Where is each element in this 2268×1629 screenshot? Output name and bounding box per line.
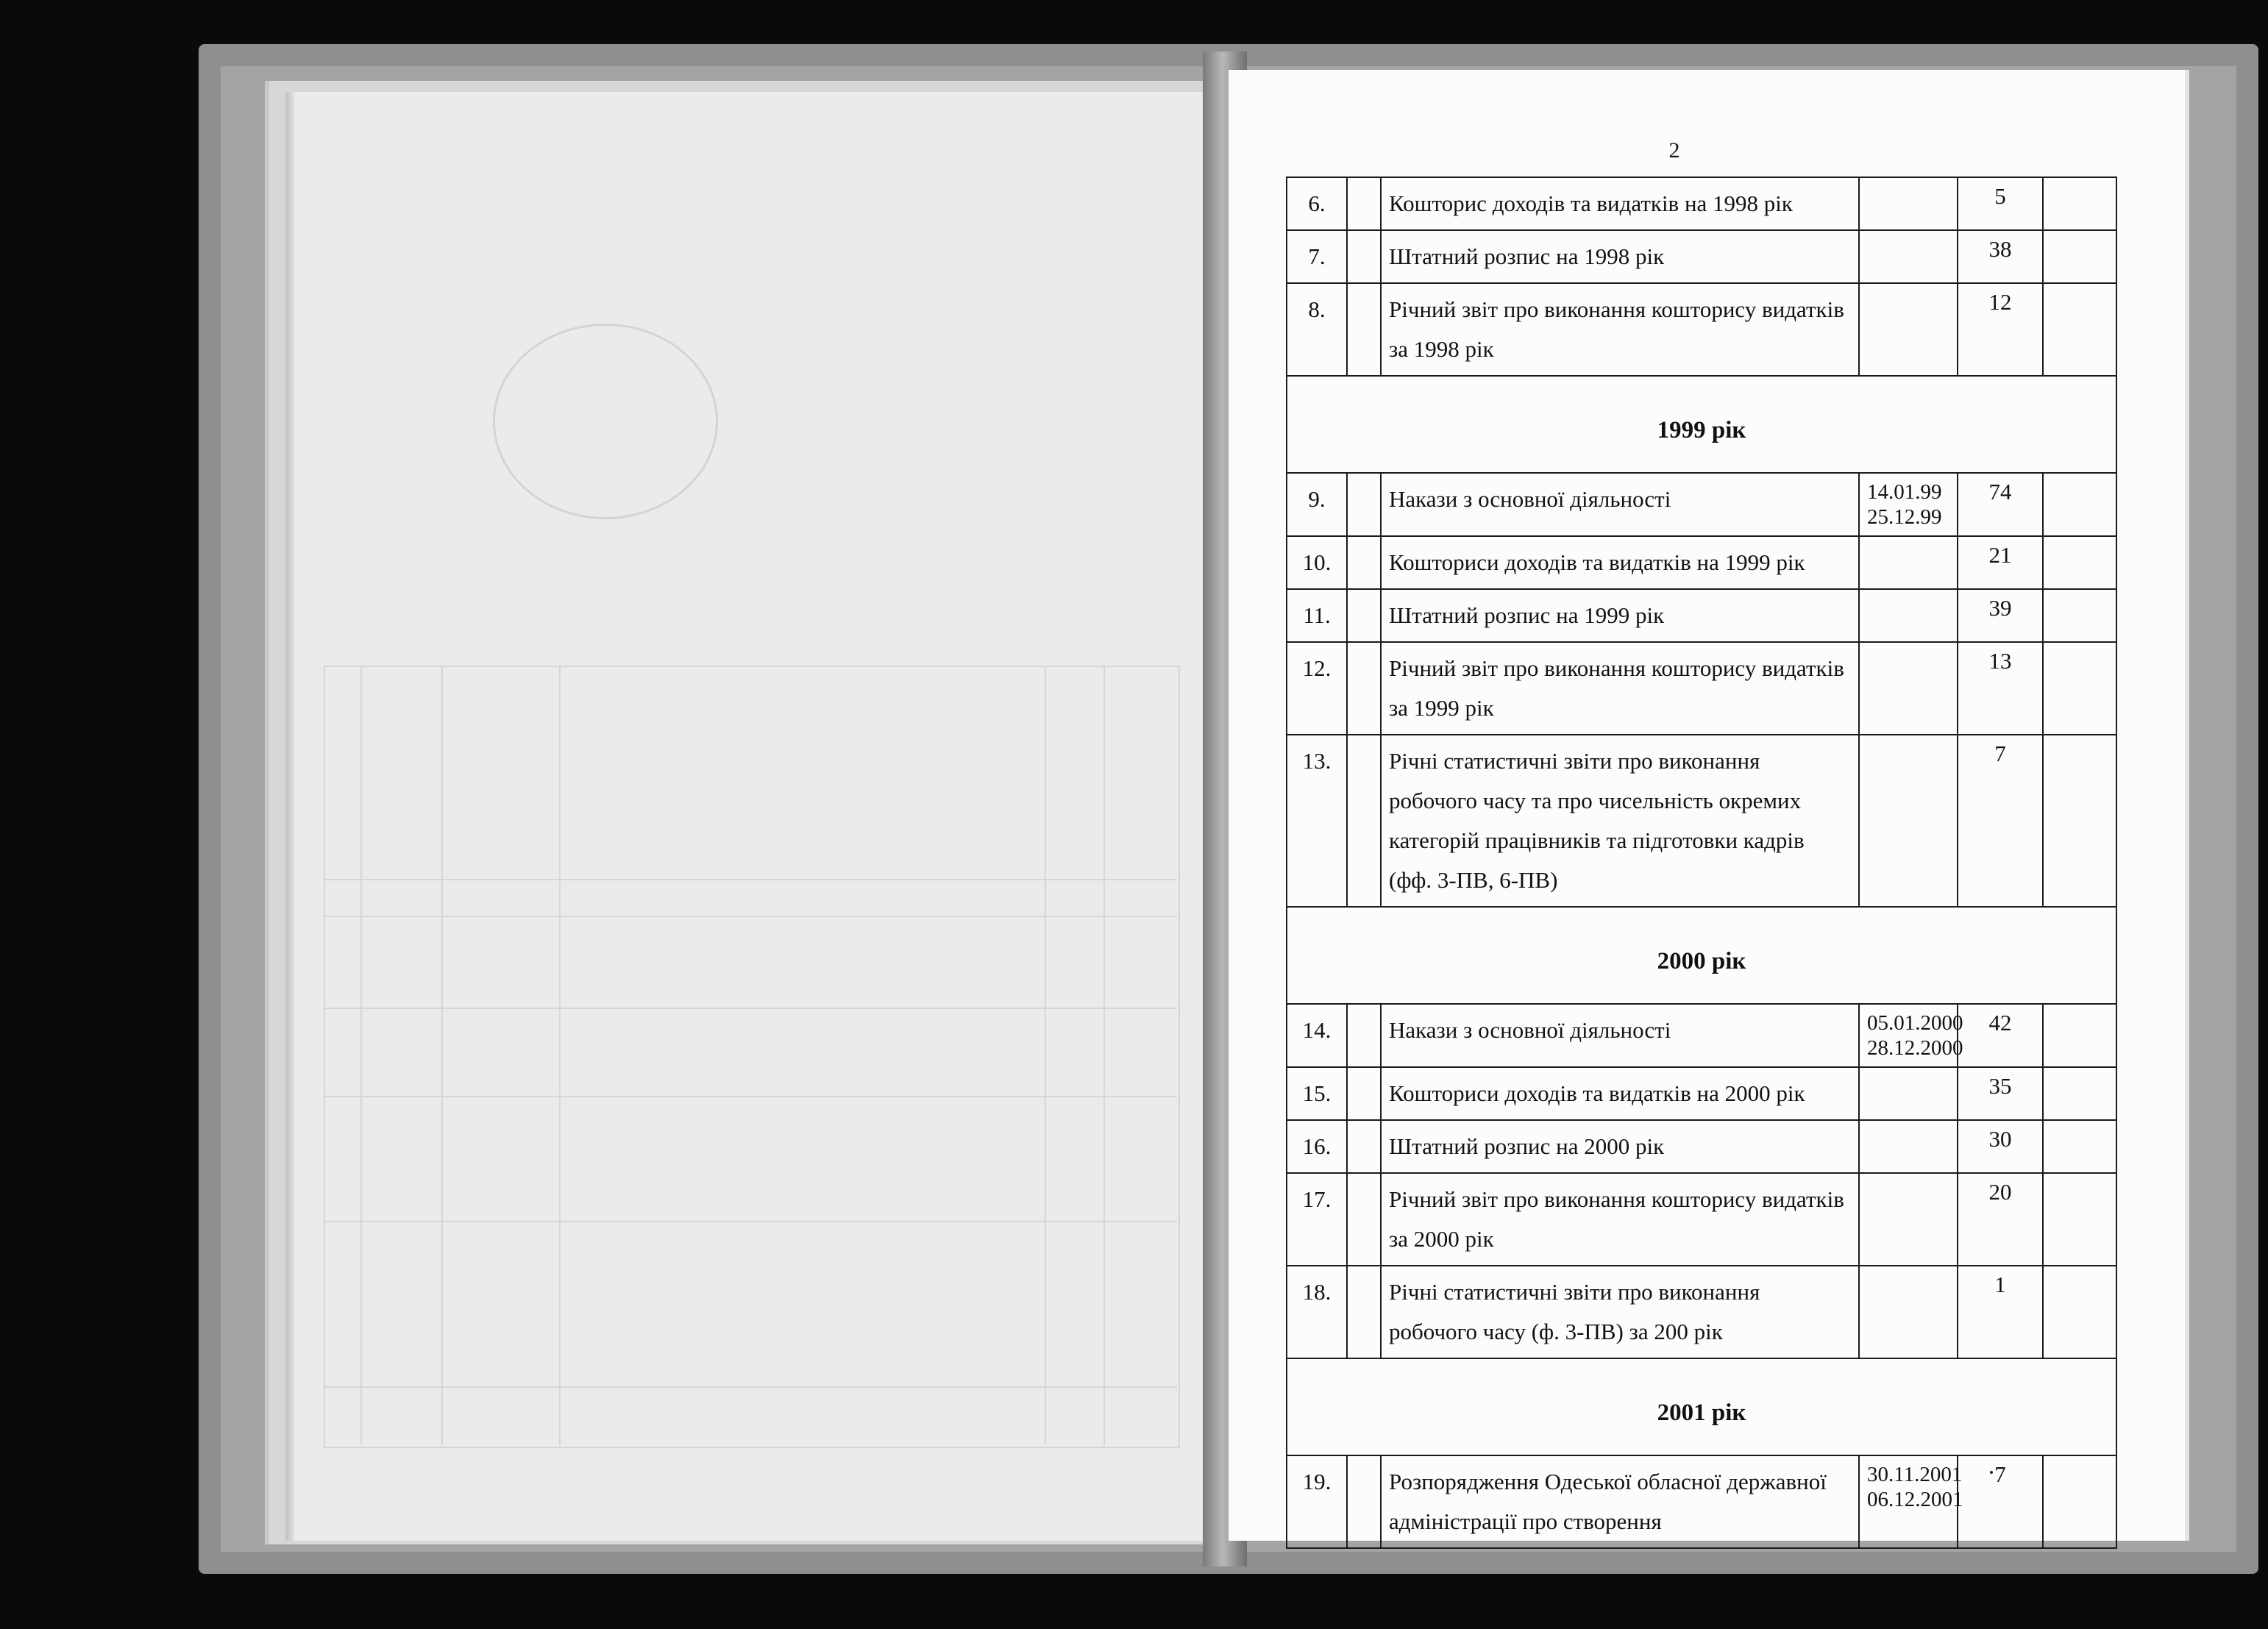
year-header-row xyxy=(1287,376,2116,473)
row-dates xyxy=(1859,283,1958,376)
row-count: 38 xyxy=(1958,230,2043,283)
row-index-cell xyxy=(1347,1120,1381,1173)
row-title: Річний звіт про виконання кошторису видатків за 1998 рік xyxy=(1381,283,1859,376)
row-index-cell xyxy=(1347,1004,1381,1067)
row-title: Річні статистичні звіти про виконання робочого часу (ф. 3-ПВ) за 200 рік xyxy=(1381,1266,1859,1358)
row-dates xyxy=(1859,589,1958,642)
faint-rule xyxy=(441,666,443,1445)
faint-rule xyxy=(1103,666,1105,1445)
faint-table-outline xyxy=(324,666,1180,1448)
row-number: 9. xyxy=(1287,473,1347,536)
row-title: Річний звіт про виконання кошторису видатків за 1999 рік xyxy=(1381,642,1859,735)
row-count: 42 xyxy=(1958,1004,2043,1067)
row-index-cell xyxy=(1347,536,1381,589)
year-heading: 1999 рік xyxy=(1287,376,2116,473)
row-number: 8. xyxy=(1287,283,1347,376)
row-note xyxy=(2043,735,2116,907)
faint-rule xyxy=(1045,666,1046,1445)
row-number: 16. xyxy=(1287,1120,1347,1173)
row-count: 1 xyxy=(1958,1266,2043,1358)
row-index-cell xyxy=(1347,177,1381,230)
row-note xyxy=(2043,589,2116,642)
row-index-cell xyxy=(1347,230,1381,283)
row-count: 39 xyxy=(1958,589,2043,642)
year-header-row xyxy=(1287,1358,2116,1455)
row-count: 35 xyxy=(1958,1067,2043,1120)
row-dates xyxy=(1859,735,1958,907)
faint-rule xyxy=(324,916,1177,917)
row-note xyxy=(2043,1266,2116,1358)
row-title: Річний звіт про виконання кошторису видатків за 2000 рік xyxy=(1381,1173,1859,1266)
row-count: 20 xyxy=(1958,1173,2043,1266)
row-index-cell xyxy=(1347,642,1381,735)
row-count: 30 xyxy=(1958,1120,2043,1173)
table-row xyxy=(1287,230,2116,283)
row-dates xyxy=(1859,177,1958,230)
row-count: 12 xyxy=(1958,283,2043,376)
row-number: 14. xyxy=(1287,1004,1347,1067)
row-index-cell xyxy=(1347,735,1381,907)
row-number: 11. xyxy=(1287,589,1347,642)
table-row xyxy=(1287,177,2116,230)
row-number: 13. xyxy=(1287,735,1347,907)
row-number: 15. xyxy=(1287,1067,1347,1120)
row-note xyxy=(2043,283,2116,376)
row-number: 7. xyxy=(1287,230,1347,283)
date-end: 06.12.2001 xyxy=(1867,1488,1963,1511)
faint-stamp xyxy=(493,324,718,519)
row-count: 21 xyxy=(1958,536,2043,589)
row-dates xyxy=(1859,1455,1963,1548)
table-row xyxy=(1287,1455,2116,1548)
row-count: 13 xyxy=(1958,642,2043,735)
faint-rule xyxy=(324,1386,1177,1388)
row-dates xyxy=(1859,1120,1958,1173)
row-index-cell xyxy=(1347,283,1381,376)
row-title: Штатний розпис на 1998 рік xyxy=(1381,230,1859,283)
row-note xyxy=(2043,1455,2116,1548)
row-title: Накази з основної діяльності xyxy=(1381,1004,1859,1067)
faint-rule xyxy=(324,1008,1177,1009)
row-index-cell xyxy=(1347,589,1381,642)
inventory-table xyxy=(1286,177,2117,1549)
row-count: 7 xyxy=(1958,1455,2043,1548)
date-start: 05.01.2000 xyxy=(1867,1011,1963,1035)
table-row xyxy=(1287,589,2116,642)
page-number: 2 xyxy=(1668,138,1680,163)
row-count: 74 xyxy=(1958,473,2043,536)
year-heading: 2001 рік xyxy=(1287,1358,2116,1455)
row-dates xyxy=(1859,1067,1958,1120)
date-end: 28.12.2000 xyxy=(1867,1036,1963,1060)
row-number: 18. xyxy=(1287,1266,1347,1358)
row-title: Розпорядження Одеської обласної державної адміністрації про створення xyxy=(1381,1455,1859,1548)
row-note xyxy=(2043,230,2116,283)
row-title: Штатний розпис на 1999 рік xyxy=(1381,589,1859,642)
row-title: Штатний розпис на 2000 рік xyxy=(1381,1120,1859,1173)
table-row xyxy=(1287,1004,2116,1067)
row-dates xyxy=(1859,1004,1963,1067)
faint-rule xyxy=(324,1096,1177,1097)
row-note xyxy=(2043,1004,2116,1067)
row-title: Кошториси доходів та видатків на 2000 рік xyxy=(1381,1067,1859,1120)
row-note xyxy=(2043,536,2116,589)
row-count: 5 xyxy=(1958,177,2043,230)
row-dates xyxy=(1859,642,1958,735)
row-number: 10. xyxy=(1287,536,1347,589)
table-row xyxy=(1287,536,2116,589)
row-index-cell xyxy=(1347,1266,1381,1358)
faint-rule xyxy=(360,666,362,1445)
row-count: 7 xyxy=(1958,735,2043,907)
row-dates xyxy=(1859,536,1958,589)
table-row xyxy=(1287,735,2116,907)
faint-rule xyxy=(559,666,561,1445)
row-note xyxy=(2043,473,2116,536)
ink-speck xyxy=(1990,1471,1993,1474)
row-number: 19. xyxy=(1287,1455,1347,1548)
table-row xyxy=(1287,1120,2116,1173)
row-note xyxy=(2043,177,2116,230)
table-row xyxy=(1287,1067,2116,1120)
date-start: 14.01.99 xyxy=(1867,480,1942,504)
table-row xyxy=(1287,283,2116,376)
row-title: Кошторис доходів та видатків на 1998 рік xyxy=(1381,177,1859,230)
faint-rule xyxy=(324,879,1177,880)
row-title: Річні статистичні звіти про виконання робочого часу та про чисельність окремих категорій працівників та підготовки кадрів (фф. 3-ПВ, 6-ПВ) xyxy=(1381,735,1859,907)
row-index-cell xyxy=(1347,1455,1381,1548)
date-start: 30.11.2001 xyxy=(1867,1463,1963,1486)
table-row xyxy=(1287,473,2116,536)
row-title: Накази з основної діяльності xyxy=(1381,473,1859,536)
year-heading: 2000 рік xyxy=(1287,907,2116,1004)
row-number: 12. xyxy=(1287,642,1347,735)
table-row xyxy=(1287,642,2116,735)
row-number: 6. xyxy=(1287,177,1347,230)
table-row xyxy=(1287,1173,2116,1266)
row-index-cell xyxy=(1347,473,1381,536)
row-note xyxy=(2043,642,2116,735)
faint-rule xyxy=(324,1221,1177,1222)
table-row xyxy=(1287,1266,2116,1358)
year-header-row xyxy=(1287,907,2116,1004)
date-end: 25.12.99 xyxy=(1867,505,1942,529)
row-index-cell xyxy=(1347,1173,1381,1266)
row-index-cell xyxy=(1347,1067,1381,1120)
row-dates xyxy=(1859,1173,1958,1266)
row-number: 17. xyxy=(1287,1173,1347,1266)
row-note xyxy=(2043,1067,2116,1120)
row-dates xyxy=(1859,473,1958,536)
row-dates xyxy=(1859,230,1958,283)
row-title: Кошториси доходів та видатків на 1999 рік xyxy=(1381,536,1859,589)
row-note xyxy=(2043,1173,2116,1266)
row-dates xyxy=(1859,1266,1958,1358)
row-note xyxy=(2043,1120,2116,1173)
